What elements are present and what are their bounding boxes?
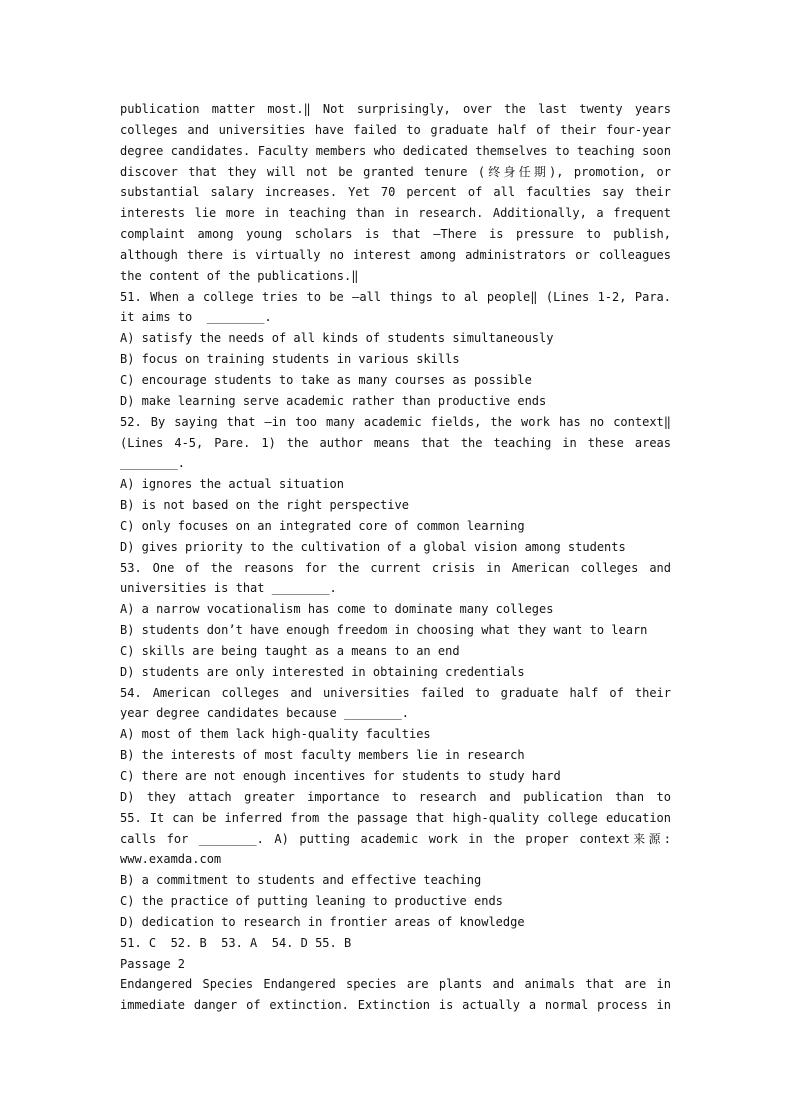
text-line: B) a commitment to students and effective teaching xyxy=(120,873,482,888)
text-line: 53. One of the reasons for the current crisis in American colleges and xyxy=(120,560,671,575)
text-line: complaint among young scholars is that ―There is pressure to publish, xyxy=(120,227,671,242)
text-line: 51. When a college tries to be ―all things to al people‖ (Lines 1-2, Para. xyxy=(120,289,671,304)
text-line: A) satisfy the needs of all kinds of students simultaneously xyxy=(120,331,554,346)
text-line: www.examda.com xyxy=(120,852,222,867)
text-line: B) students don’t have enough freedom in choosing what they want to learn xyxy=(120,623,648,638)
text-line: it aims to ________. xyxy=(120,310,272,325)
text-line: degree candidates. Faculty members who dedicated themselves to teaching soon xyxy=(120,143,671,158)
text-line: A) most of them lack high-quality faculties xyxy=(120,727,431,742)
text-line: D) make learning serve academic rather than productive ends xyxy=(120,393,547,408)
text-line: D) they attach greater importance to research and publication than to xyxy=(120,789,671,804)
text-line: immediate danger of extinction. Extinction is actually a normal process in xyxy=(120,998,671,1013)
text-line: calls for ________. A) putting academic work in the proper context来源: xyxy=(120,831,671,846)
text-line: universities is that ________. xyxy=(120,581,337,596)
text-line: D) gives priority to the cultivation of a global vision among students xyxy=(120,539,626,554)
text-line: C) the practice of putting leaning to productive ends xyxy=(120,894,503,909)
document-page xyxy=(120,99,671,1016)
text-line: 52. By saying that ―in too many academic fields, the work has no context‖ xyxy=(120,414,671,429)
text-line: A) ignores the actual situation xyxy=(120,477,344,492)
text-line: (Lines 4-5, Pare. 1) the author means that the teaching in these areas xyxy=(120,435,671,450)
text-line: A) a narrow vocationalism has come to dominate many colleges xyxy=(120,602,554,617)
text-line: D) students are only interested in obtaining credentials xyxy=(120,664,525,679)
text-line: ________. xyxy=(120,456,186,471)
text-line: C) there are not enough incentives for students to study hard xyxy=(120,769,561,783)
text-line: 51. C 52. B 53. A 54. D 55. B xyxy=(120,935,352,950)
text-line: publication matter most.‖ Not surprisingly, over the last twenty years xyxy=(120,102,671,116)
text-line: substantial salary increases. Yet 70 percent of all faculties say their xyxy=(120,185,671,200)
text-line: 54. American colleges and universities failed to graduate half of their xyxy=(120,685,671,700)
text-line: D) dedication to research in frontier areas of knowledge xyxy=(120,914,525,929)
text-line: discover that they will not be granted tenure (终身任期), promotion, or xyxy=(120,164,671,179)
text-line: interests lie more in teaching than in research. Additionally, a frequent xyxy=(120,206,671,221)
text-line: Endangered Species Endangered species are plants and animals that are in xyxy=(120,977,671,992)
text-line: C) encourage students to take as many courses as possible xyxy=(120,372,532,387)
text-line: C) skills are being taught as a means to an end xyxy=(120,643,460,658)
text-line: B) is not based on the right perspective xyxy=(120,498,409,513)
text-line: Passage 2 xyxy=(120,956,186,971)
text-line: 55. It can be inferred from the passage that high-quality college education xyxy=(120,810,671,825)
text-line: colleges and universities have failed to graduate half of their four-year xyxy=(120,122,671,137)
text-line: the content of the publications.‖ xyxy=(120,268,359,283)
text-line: B) the interests of most faculty members lie in research xyxy=(120,748,525,763)
text-line: year degree candidates because ________. xyxy=(120,706,409,721)
text-line: although there is virtually no interest among administrators or colleagues xyxy=(120,247,671,262)
text-line: C) only focuses on an integrated core of common learning xyxy=(120,518,525,533)
text-line: B) focus on training students in various skills xyxy=(120,352,460,367)
